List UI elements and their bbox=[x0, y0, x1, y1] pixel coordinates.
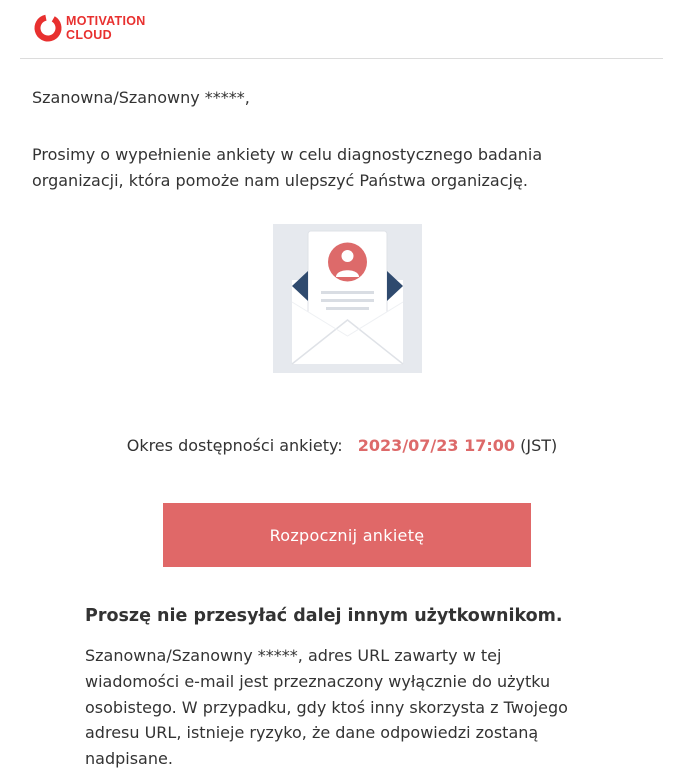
availability-timezone: (JST) bbox=[520, 436, 558, 455]
logo-line-2: CLOUD bbox=[66, 28, 112, 42]
intro-text: Prosimy o wypełnienie ankiety w celu diagnostycznego badania organizacji, która pomoże nam ulepszyć Państwa organizację. bbox=[32, 145, 543, 190]
survey-availability bbox=[0, 434, 684, 458]
greeting-text: Szanowna/Szanowny *****, bbox=[32, 88, 250, 107]
envelope-with-profile-card-icon bbox=[273, 224, 422, 373]
do-not-forward-warning-body: Szanowna/Szanowny *****, adres URL zawarty w tej wiadomości e-mail jest przeznaczony wyłącznie do użytku osobistego. W przypadku, gdy ktoś inny skorzysta z Twojego adresu URL, istnieje ryzyko, że dane odpowiedzi zostaną nadpisane. bbox=[85, 646, 568, 769]
start-survey-button[interactable]: Rozpocznij ankietę bbox=[163, 503, 531, 567]
email-header bbox=[20, 0, 663, 59]
availability-label: Okres dostępności ankiety: bbox=[126, 436, 343, 455]
logo-line-1: MOTIVATION bbox=[66, 14, 146, 28]
ring-logo-icon bbox=[33, 13, 63, 43]
do-not-forward-warning-title: Proszę nie przesyłać dalej innym użytkownikom. bbox=[85, 606, 563, 626]
survey-illustration bbox=[273, 224, 422, 373]
availability-deadline: 2023/07/23 17:00 bbox=[357, 436, 516, 455]
motivation-cloud-logo bbox=[33, 13, 146, 43]
logo-wordmark bbox=[66, 14, 146, 42]
